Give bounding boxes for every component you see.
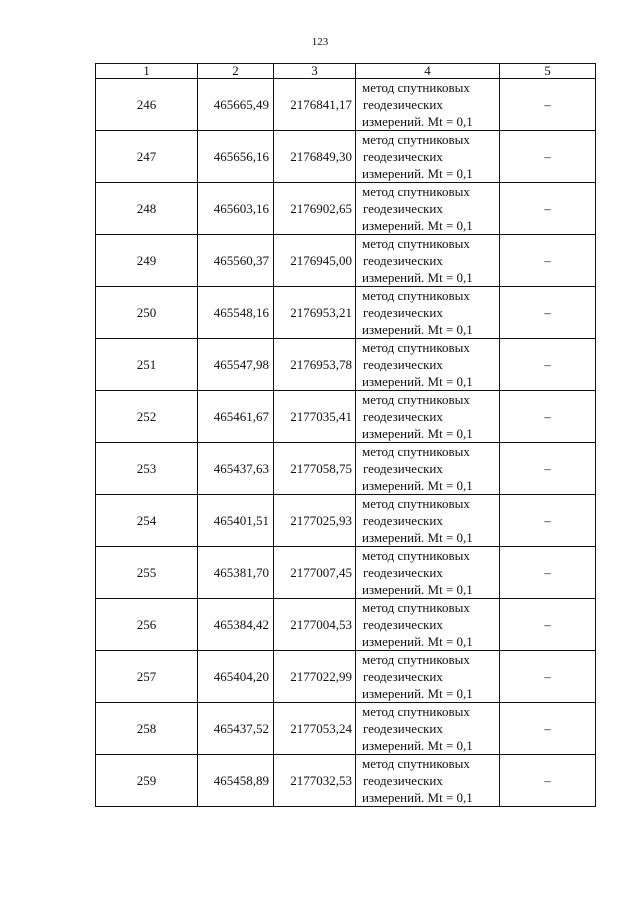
header-cell: 4	[356, 64, 500, 79]
y-coordinate-cell: 2177025,93	[274, 495, 356, 547]
method-line: метод спутниковых	[362, 600, 470, 615]
x-coordinate-cell: 465547,98	[198, 339, 274, 391]
point-number-cell: 256	[96, 599, 198, 651]
y-coordinate-cell: 2176902,65	[274, 183, 356, 235]
point-number-cell: 251	[96, 339, 198, 391]
table-row	[96, 79, 596, 131]
point-number-cell: 257	[96, 651, 198, 703]
table-row	[96, 599, 596, 651]
x-coordinate-cell: 465381,70	[198, 547, 274, 599]
y-coordinate-cell: 2176953,21	[274, 287, 356, 339]
method-line: измерений. Mt = 0,1	[362, 114, 473, 129]
method-line: измерений. Mt = 0,1	[362, 218, 473, 233]
table-row	[96, 495, 596, 547]
column-5-cell: –	[500, 703, 596, 755]
column-5-cell: –	[500, 391, 596, 443]
method-line: метод спутниковых	[362, 548, 470, 563]
method-cell	[356, 599, 500, 651]
header-cell: 5	[500, 64, 596, 79]
method-line: метод спутниковых	[362, 288, 470, 303]
column-5-cell: –	[500, 339, 596, 391]
method-cell	[356, 703, 500, 755]
method-line: метод спутниковых	[362, 132, 470, 147]
table-row	[96, 755, 596, 807]
table-row	[96, 651, 596, 703]
method-line: метод спутниковых	[362, 184, 470, 199]
column-5-cell: –	[500, 235, 596, 287]
method-line: метод спутниковых	[362, 652, 470, 667]
x-coordinate-cell: 465461,67	[198, 391, 274, 443]
point-number-cell: 253	[96, 443, 198, 495]
method-line: метод спутниковых	[362, 444, 470, 459]
method-line: метод спутниковых	[362, 496, 470, 511]
x-coordinate-cell: 465404,20	[198, 651, 274, 703]
method-line: измерений. Mt = 0,1	[362, 322, 473, 337]
method-line: измерений. Mt = 0,1	[362, 634, 473, 649]
column-5-cell: –	[500, 651, 596, 703]
y-coordinate-cell: 2177058,75	[274, 443, 356, 495]
column-5-cell: –	[500, 495, 596, 547]
method-cell	[356, 547, 500, 599]
method-line: измерений. Mt = 0,1	[362, 582, 473, 597]
method-cell	[356, 443, 500, 495]
method-cell	[356, 235, 500, 287]
method-line: геодезических	[363, 513, 443, 528]
x-coordinate-cell: 465437,63	[198, 443, 274, 495]
column-5-cell: –	[500, 79, 596, 131]
column-5-cell: –	[500, 599, 596, 651]
method-line: измерений. Mt = 0,1	[362, 166, 473, 181]
column-5-cell: –	[500, 755, 596, 807]
method-line: метод спутниковых	[362, 80, 470, 95]
method-cell	[356, 495, 500, 547]
table-row	[96, 443, 596, 495]
x-coordinate-cell: 465603,16	[198, 183, 274, 235]
point-number-cell: 249	[96, 235, 198, 287]
header-cell: 3	[274, 64, 356, 79]
method-line: геодезических	[363, 461, 443, 476]
column-5-cell: –	[500, 547, 596, 599]
point-number-cell: 247	[96, 131, 198, 183]
header-cell: 1	[96, 64, 198, 79]
method-line: геодезических	[363, 565, 443, 580]
table-row	[96, 547, 596, 599]
y-coordinate-cell: 2176849,30	[274, 131, 356, 183]
method-line: измерений. Mt = 0,1	[362, 426, 473, 441]
method-line: геодезических	[363, 721, 443, 736]
method-line: геодезических	[363, 149, 443, 164]
column-5-cell: –	[500, 183, 596, 235]
table-header-row	[96, 64, 596, 79]
method-line: измерений. Mt = 0,1	[362, 270, 473, 285]
page-number: 123	[311, 36, 329, 48]
x-coordinate-cell: 465401,51	[198, 495, 274, 547]
method-cell	[356, 79, 500, 131]
method-cell	[356, 287, 500, 339]
x-coordinate-cell: 465458,89	[198, 755, 274, 807]
method-line: геодезических	[363, 97, 443, 112]
point-number-cell: 248	[96, 183, 198, 235]
table-row	[96, 131, 596, 183]
method-cell	[356, 183, 500, 235]
method-line: геодезических	[363, 617, 443, 632]
method-line: измерений. Mt = 0,1	[362, 790, 473, 805]
y-coordinate-cell: 2177035,41	[274, 391, 356, 443]
method-line: геодезических	[363, 773, 443, 788]
table-row	[96, 287, 596, 339]
column-5-cell: –	[500, 443, 596, 495]
method-line: измерений. Mt = 0,1	[362, 686, 473, 701]
y-coordinate-cell: 2176841,17	[274, 79, 356, 131]
method-line: метод спутниковых	[362, 236, 470, 251]
point-number-cell: 252	[96, 391, 198, 443]
method-line: геодезических	[363, 357, 443, 372]
column-5-cell: –	[500, 131, 596, 183]
method-line: измерений. Mt = 0,1	[362, 530, 473, 545]
table-row	[96, 339, 596, 391]
method-line: метод спутниковых	[362, 340, 470, 355]
x-coordinate-cell: 465560,37	[198, 235, 274, 287]
y-coordinate-cell: 2177032,53	[274, 755, 356, 807]
y-coordinate-cell: 2177022,99	[274, 651, 356, 703]
point-number-cell: 254	[96, 495, 198, 547]
y-coordinate-cell: 2177007,45	[274, 547, 356, 599]
method-cell	[356, 131, 500, 183]
method-line: геодезических	[363, 253, 443, 268]
method-line: измерений. Mt = 0,1	[362, 374, 473, 389]
x-coordinate-cell: 465437,52	[198, 703, 274, 755]
method-cell	[356, 651, 500, 703]
point-number-cell: 258	[96, 703, 198, 755]
x-coordinate-cell: 465384,42	[198, 599, 274, 651]
method-cell	[356, 391, 500, 443]
point-number-cell: 250	[96, 287, 198, 339]
table-row	[96, 183, 596, 235]
method-line: измерений. Mt = 0,1	[362, 478, 473, 493]
y-coordinate-cell: 2177053,24	[274, 703, 356, 755]
x-coordinate-cell: 465656,16	[198, 131, 274, 183]
y-coordinate-cell: 2176945,00	[274, 235, 356, 287]
coordinates-table	[95, 63, 596, 807]
method-line: метод спутниковых	[362, 392, 470, 407]
y-coordinate-cell: 2177004,53	[274, 599, 356, 651]
method-line: геодезических	[363, 669, 443, 684]
method-line: геодезических	[363, 305, 443, 320]
point-number-cell: 255	[96, 547, 198, 599]
method-line: измерений. Mt = 0,1	[362, 738, 473, 753]
table-row	[96, 391, 596, 443]
method-cell	[356, 339, 500, 391]
point-number-cell: 246	[96, 79, 198, 131]
point-number-cell: 259	[96, 755, 198, 807]
table-row	[96, 703, 596, 755]
table-row	[96, 235, 596, 287]
y-coordinate-cell: 2176953,78	[274, 339, 356, 391]
method-line: метод спутниковых	[362, 756, 470, 771]
x-coordinate-cell: 465665,49	[198, 79, 274, 131]
column-5-cell: –	[500, 287, 596, 339]
method-line: геодезических	[363, 201, 443, 216]
method-cell	[356, 755, 500, 807]
method-line: геодезических	[363, 409, 443, 424]
header-cell: 2	[198, 64, 274, 79]
x-coordinate-cell: 465548,16	[198, 287, 274, 339]
method-line: метод спутниковых	[362, 704, 470, 719]
